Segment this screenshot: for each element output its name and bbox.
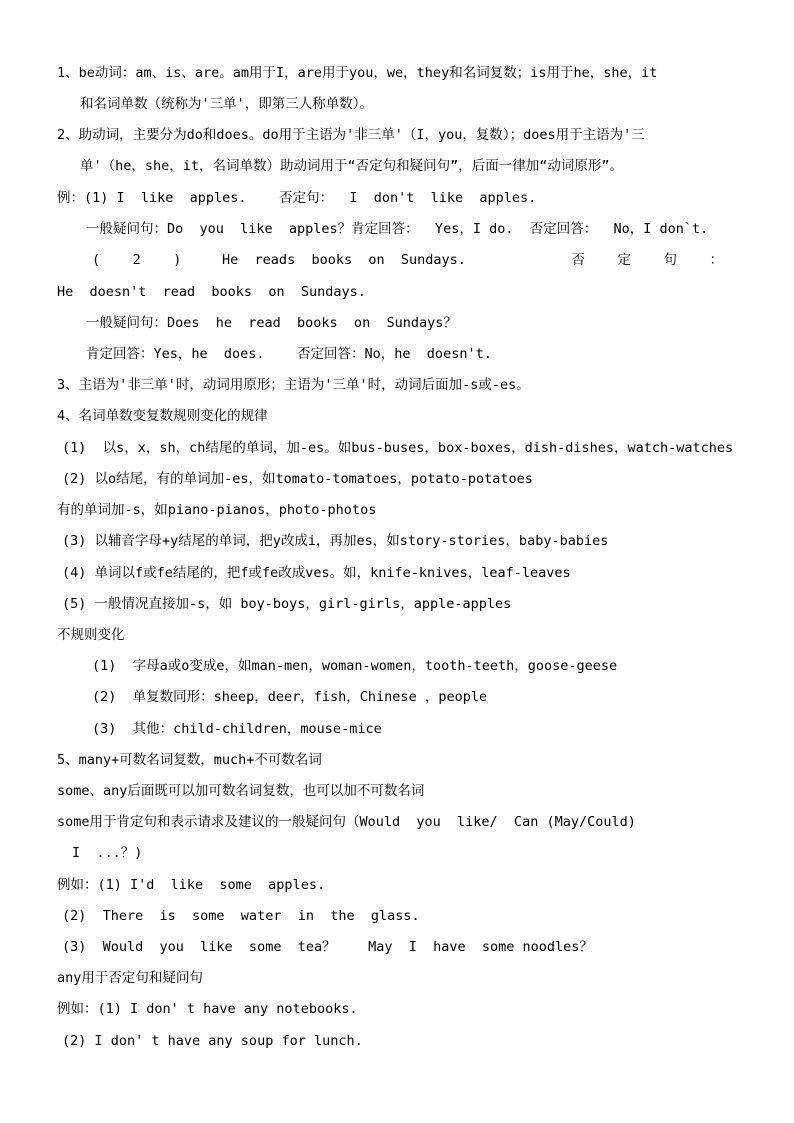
text-line-8: He doesn't read books on Sundays. [57,284,366,300]
text-line-6: 一般疑问句：Do you like apples？肯定回答： Yes，I do. 否定回答： No，I don`t. [86,221,709,237]
text-line-13: (1) 以s，x，sh，ch结尾的单词，加-es。如bus-buses，box-boxes，dish-dishes，watch-watches [62,440,734,456]
text-line-11: 3、主语为'非三单'时，动词用原形；主语为'三单'时，动词后面加-s或-es。 [57,377,530,393]
text-line-18: (5) 一般情况直接加-s，如 boy-boys，girl-girls，apple-apples [62,596,512,612]
text-line-26: I ...？) [72,845,143,861]
text-line-24: some、any后面既可以加可数名词复数，也可以加不可数名词 [57,783,425,799]
text-line-7: ( 2 ) He reads books on Sundays. 否 定 句 ： [92,252,724,268]
text-line-15: 有的单词加-s，如piano-pianos，photo-photos [57,502,377,518]
text-line-31: 例如：(1) I don' t have any notebooks. [57,1001,358,1017]
text-line-1: 1、be动词：am、is、are。am用于I，are用于you，we，they和名词复数；is用于he，she，it [57,65,658,81]
text-line-16: (3) 以辅音字母+y结尾的单词，把y改成i，再加es，如story-stories，baby-babies [62,533,609,549]
text-line-22: (3) 其他：child-children，mouse-mice [92,721,382,737]
text-line-4: 单'（he，she，it，名词单数）助动词用于“否定句和疑问句”，后面一律加“动词原形”。 [80,158,624,174]
text-line-9: 一般疑问句：Does he read books on Sundays？ [86,315,457,331]
text-line-17: (4) 单词以f或fe结尾的，把f或fe改成ves。如，knife-knives，leaf-leaves [62,565,571,581]
text-line-20: (1) 字母a或o变成e，如man-men，woman-women，tooth-teeth，goose-geese [92,658,618,674]
text-line-28: (2) There is some water in the glass. [62,908,420,924]
text-line-14: (2) 以o结尾，有的单词加-es，如tomato-tomatoes，potato-potatoes [62,471,533,487]
text-line-2: 和名词单数（统称为'三单'，即第三人称单数）。 [80,96,374,112]
text-line-5: 例：(1) I like apples. 否定句： I don't like apples. [57,190,537,206]
text-line-23: 5、many+可数名词复数，much+不可数名词 [57,752,322,768]
text-line-32: (2) I don' t have any soup for lunch. [62,1033,363,1049]
text-line-3: 2、助动词，主要分为do和does。do用于主语为'非三单'（I，you，复数）；does用于主语为'三 [57,127,645,143]
text-line-27: 例如：(1) I'd like some apples. [57,877,326,893]
text-line-12: 4、名词单数变复数规则变化的规律 [57,408,268,424]
text-line-19: 不规则变化 [57,627,125,643]
text-line-25: some用于肯定句和表示请求及建议的一般疑问句（Would you like/ Can (May/Could) [57,814,636,830]
text-line-29: (3) Would you like some tea？ May I have some noodles？ [62,939,593,955]
text-line-30: any用于否定句和疑问句 [57,970,203,986]
text-line-10: 肯定回答：Yes，he does. 否定回答：No，he doesn't. [86,346,492,362]
text-line-21: (2) 单复数同形：sheep，deer，fish，Chinese ，people [92,689,488,705]
